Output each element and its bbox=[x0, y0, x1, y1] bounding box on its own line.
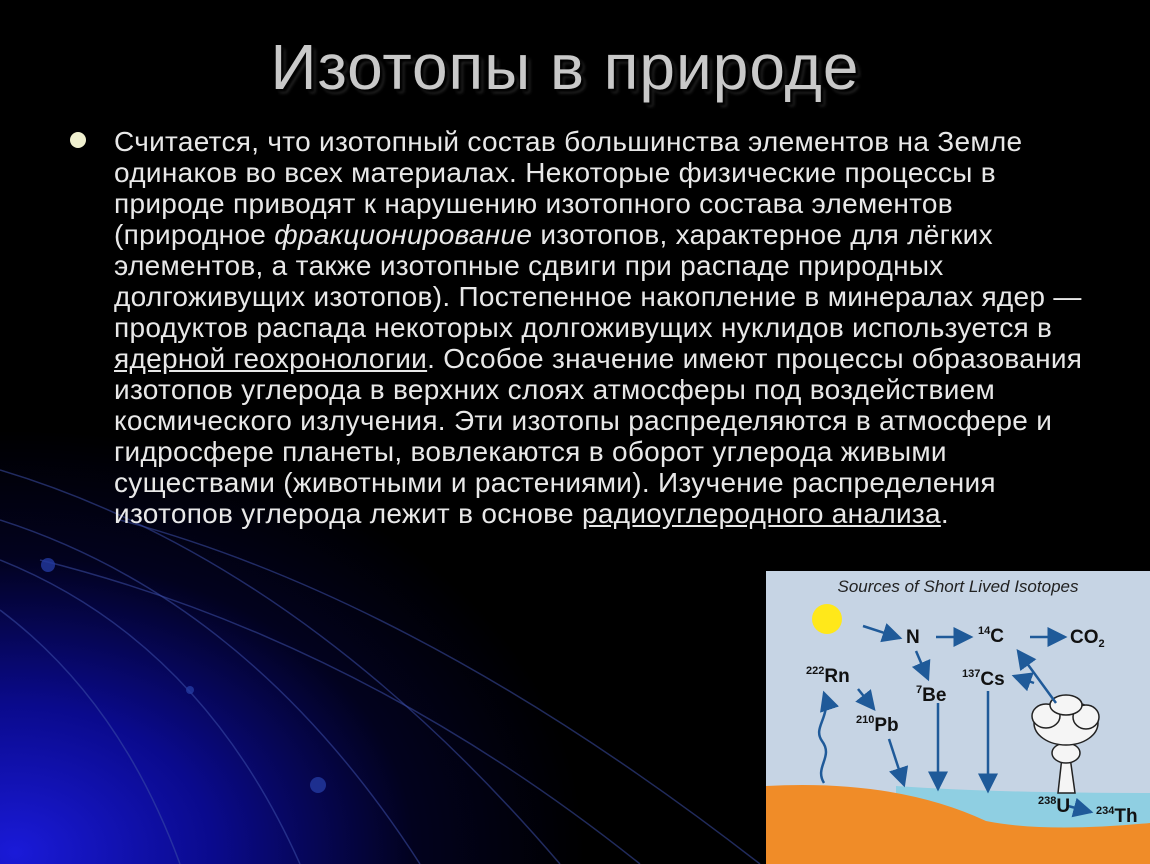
label-uranium-238: $^{238}$U bbox=[1038, 795, 1071, 817]
link-nuclear-geochronology[interactable]: ядерной геохронологии bbox=[114, 343, 428, 374]
label-thorium-234: $^{234}$Th bbox=[1096, 805, 1138, 827]
label-lead-210: $^{210}$Pb bbox=[856, 714, 899, 736]
label-beryllium-7: $^7$Be bbox=[916, 684, 947, 706]
figure-drawing bbox=[766, 571, 1150, 864]
label-carbon-14: $^{14}$C bbox=[978, 625, 1004, 647]
figure-title: Sources of Short Lived Isotopes bbox=[837, 577, 1079, 596]
label-radon-222: $^{222}$Rn bbox=[806, 665, 850, 687]
slide-title: Изотопы в природе bbox=[270, 31, 860, 103]
isotope-sources-figure bbox=[766, 571, 1150, 864]
paragraph-text-2: изотопов, характерное для лёгких элементов, а также изотопные сдвиги при распаде природных долгоживущих изотопов). Постепенное накопление в минералах ядер — продуктов распада некоторых долгоживущих нуклидов используется в bbox=[114, 219, 1082, 343]
label-co2: $CO_2$ bbox=[1070, 627, 1105, 650]
label-cesium-137: $^{137}$Cs bbox=[962, 668, 1005, 690]
label-nitrogen: N bbox=[906, 627, 920, 648]
link-radiocarbon-analysis[interactable]: радиоуглеродного анализа bbox=[581, 498, 941, 529]
body-paragraph bbox=[114, 126, 1084, 529]
bullet-dot bbox=[70, 132, 86, 148]
paragraph-text-1: Считается, что изотопный состав большинства элементов на Земле одинаков во всех материалах. Некоторые физические процессы в природе приводят к нарушению изотопного состава элементов (природное bbox=[114, 126, 1023, 250]
paragraph-text-4: . bbox=[940, 498, 949, 529]
sun-icon bbox=[812, 604, 842, 634]
paragraph-text-3: . Особое значение имеют процессы образования изотопов углерода в верхних слоях атмосферы под воздействием космического излучения. Эти изотопы распределяются в атмосфере и гидросфере планеты, вовлекаются в оборот углерода живыми существами (животными и растениями). Изучение распределения изотопов углерода лежит в основе bbox=[114, 343, 1083, 529]
paragraph-emphasis: фракционирование bbox=[274, 219, 533, 250]
